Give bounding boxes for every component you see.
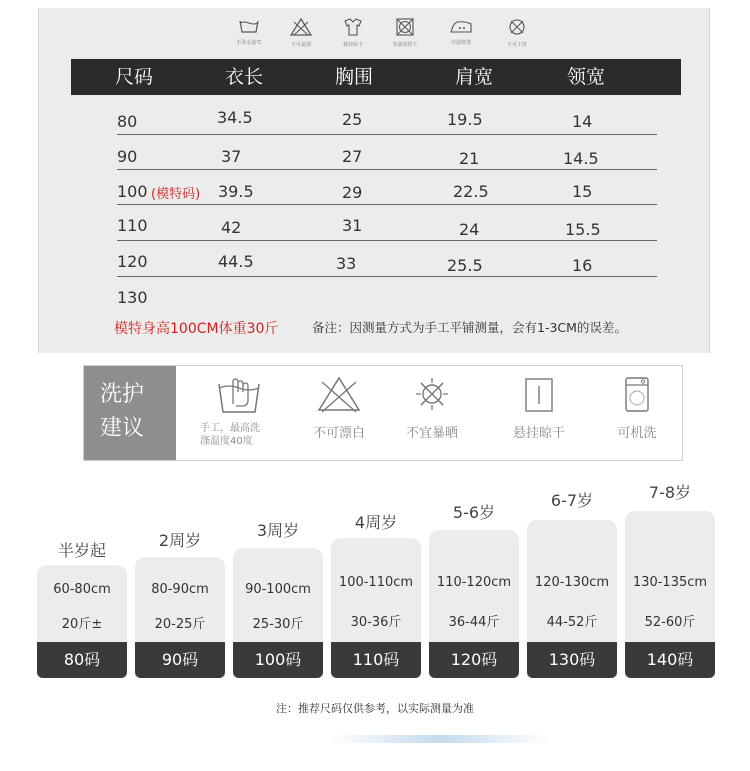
hang-dry-icon: [323, 18, 383, 41]
card-height-range: 90-100cm: [245, 582, 311, 597]
card-age: 4周岁: [354, 513, 398, 532]
header-length: 衣长: [225, 66, 264, 88]
card-size-code: 100码: [233, 642, 323, 678]
card-size-code: 110码: [331, 642, 421, 678]
advice-hand-wash-label: [194, 422, 284, 448]
card-height-range: 60-80cm: [53, 582, 111, 597]
care-mini-label: 勿滚动烘干: [392, 42, 418, 48]
cell-size: 130: [117, 288, 148, 307]
header-shoulder: 肩宽: [455, 66, 494, 88]
no-tumble-dry-icon: [375, 18, 435, 41]
care-mini-label: 不可干洗: [506, 42, 527, 48]
card-weight-range: 36-44斤: [448, 615, 500, 630]
advice-label-line2: 建议: [100, 416, 145, 441]
advice-label: [84, 366, 176, 460]
care-mini-label: 不可氯漂: [290, 42, 311, 48]
card-height-range: 130-135cm: [632, 575, 708, 590]
header-size: 尺码: [115, 66, 154, 88]
card-size-code: 140码: [625, 642, 715, 678]
cell-shoulder: 19.5: [447, 110, 483, 129]
card-size-code: 130码: [527, 642, 617, 678]
iron-icon: [431, 18, 491, 39]
no-bleach-icon: [316, 374, 362, 414]
cell-chest: 33: [336, 254, 357, 273]
care-mini-label: 手洗水温℃: [236, 40, 262, 46]
card-height-range: 110-120cm: [436, 575, 512, 590]
advice-no-sun-dry-label: 不宜暴晒: [405, 426, 458, 441]
card-age: 5-6岁: [452, 503, 496, 522]
washing-advice-box: [83, 365, 683, 461]
advice-no-bleach: [294, 374, 384, 441]
cell-collar: 15: [572, 182, 593, 201]
header-chest: 胸围: [335, 66, 374, 88]
card-age: 半岁起: [57, 541, 106, 560]
no-dry-clean-icon: [487, 18, 547, 41]
cell-chest: 29: [342, 183, 363, 202]
card-height-range: 120-130cm: [534, 575, 610, 590]
advice-hand-wash: [194, 374, 284, 448]
age-card-120: [429, 496, 519, 678]
age-card-130: [527, 486, 617, 678]
advice-no-bleach-label: 不可漂白: [312, 426, 365, 441]
care-mini-no-dry-clean: [487, 18, 547, 49]
cell-length: 39.5: [218, 182, 254, 201]
age-card-80: [37, 530, 127, 678]
card-height-range: 100-110cm: [338, 575, 414, 590]
cell-shoulder: 22.5: [453, 182, 489, 201]
no-sun-dry-icon: [409, 374, 455, 414]
care-mini-iron: [431, 18, 491, 47]
cell-length: 42: [221, 218, 242, 237]
hang-dry-icon: [516, 374, 562, 414]
machine-wash-icon: [614, 374, 660, 414]
card-size-code: 120码: [429, 642, 519, 678]
table-row: [117, 246, 657, 277]
cell-shoulder: 25.5: [447, 256, 483, 275]
cell-size: 80: [117, 112, 138, 131]
hand-wash-icon: [216, 374, 262, 416]
cell-collar: 14: [572, 112, 593, 131]
measurement-note: 备注：因测量方式为手工平铺测量，会有1-3CM的误差。: [312, 320, 627, 335]
card-weight-range: 44-52斤: [546, 615, 598, 630]
card-weight-range: 25-30斤: [252, 617, 304, 632]
table-row: [117, 139, 657, 170]
decorative-glow: [330, 735, 550, 743]
card-age: 7-8岁: [648, 483, 692, 502]
advice-hang-dry: [494, 374, 584, 441]
cell-length: 44.5: [218, 252, 254, 271]
care-mini-no-tumble: [375, 18, 435, 49]
advice-machine-wash-label: 可机洗: [617, 426, 657, 441]
cell-chest: 27: [342, 147, 363, 166]
card-size-code: 80码: [37, 642, 127, 678]
cell-size: 100: [117, 182, 148, 201]
cell-size: 120: [117, 252, 148, 271]
advice-no-sun-dry: [387, 374, 477, 441]
card-age: 6-7岁: [550, 491, 594, 510]
advice-label-line1: 洗护: [100, 382, 145, 407]
card-age: 2周岁: [158, 531, 202, 550]
age-card-100: [233, 512, 323, 678]
card-size-code: 90码: [135, 642, 225, 678]
cell-size: 110: [117, 216, 148, 235]
table-row: [117, 104, 657, 135]
care-mini-hand-wash: [219, 18, 279, 47]
care-mini-label: 悬挂晾干: [342, 42, 363, 48]
header-collar: 领宽: [567, 66, 606, 88]
cell-collar: 16: [572, 256, 593, 275]
cell-shoulder: 21: [459, 149, 480, 168]
table-row: [117, 174, 657, 205]
care-mini-label: 中温熨烫: [450, 40, 471, 46]
advice-text-line2: 涤温度40度: [200, 436, 253, 447]
size-table-header: [71, 59, 681, 95]
hand-wash-icon: [219, 18, 279, 39]
size-chart-panel: [38, 8, 710, 353]
care-icon-strip: [39, 18, 709, 60]
care-mini-no-bleach: [271, 18, 331, 49]
advice-text-line1: 手工，最高洗: [200, 423, 260, 434]
card-age: 3周岁: [256, 521, 300, 540]
card-height-range: 80-90cm: [151, 582, 209, 597]
no-bleach-icon: [271, 18, 331, 41]
card-weight-range: 20-25斤: [154, 617, 206, 632]
cell-collar: 14.5: [563, 149, 599, 168]
advice-hang-dry-label: 悬挂晾干: [512, 426, 565, 441]
age-card-110: [331, 504, 421, 678]
cell-shoulder: 24: [459, 220, 480, 239]
cell-chest: 25: [342, 110, 363, 129]
cell-size: 90: [117, 147, 138, 166]
advice-machine-wash: [592, 374, 682, 441]
cell-collar: 15.5: [565, 220, 601, 239]
table-row: [117, 282, 657, 312]
cell-length: 34.5: [217, 108, 253, 127]
card-weight-range: 52-60斤: [644, 615, 696, 630]
cell-chest: 31: [342, 216, 363, 235]
model-size-tag: (模特码): [151, 187, 201, 202]
care-mini-hang-dry: [323, 18, 383, 49]
model-note: 模特身高100CM体重30斤: [114, 321, 279, 337]
card-weight-range: 20斤±: [61, 617, 103, 632]
size-recommendation-note: 注：推荐尺码仅供参考，以实际测量为准: [276, 702, 474, 715]
age-card-90: [135, 522, 225, 678]
card-weight-range: 30-36斤: [350, 615, 402, 630]
table-row: [117, 210, 657, 241]
age-card-140: [625, 478, 715, 678]
cell-length: 37: [221, 147, 242, 166]
